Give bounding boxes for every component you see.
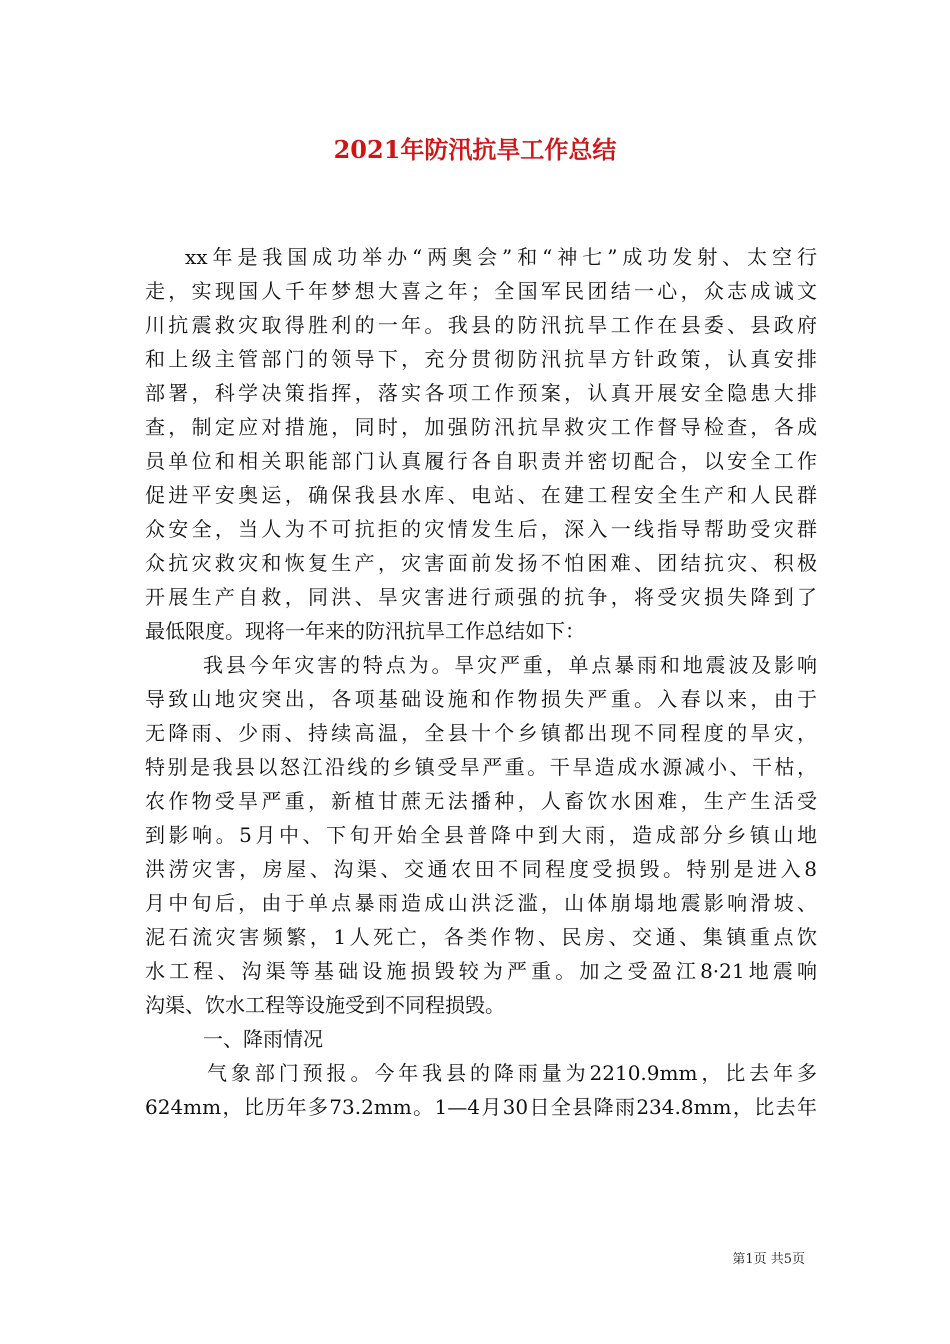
paragraph-line: 沟渠、饮水工程等设施受到不同程损毁。 xyxy=(145,993,505,1017)
paragraph-line: 众安全，当人为不可抗拒的灾情发生后，深入一线指导帮助受灾群 xyxy=(145,517,817,541)
paragraph-line: 特别是我县以怒江沿线的乡镇受旱严重。干旱造成水源减小、干枯， xyxy=(145,755,817,779)
paragraph-line: 泥石流灾害频繁，1人死亡，各类作物、民房、交通、集镇重点饮 xyxy=(145,925,817,949)
paragraph-line: 到影响。5月中、下旬开始全县普降中到大雨，造成部分乡镇山地 xyxy=(145,823,817,847)
paragraph-line: 众抗灾救灾和恢复生产，灾害面前发扬不怕困难、团结抗灾、积极 xyxy=(145,551,817,575)
paragraph-line: 和上级主管部门的领导下，充分贯彻防汛抗旱方针政策，认真安排 xyxy=(145,347,817,371)
paragraph-line: 无降雨、少雨、持续高温，全县十个乡镇都出现不同程度的旱灾， xyxy=(145,721,817,745)
paragraph-line: 月中旬后，由于单点暴雨造成山洪泛滥，山体崩塌地震影响滑坡、 xyxy=(145,891,817,915)
paragraph-line: 624mm，比历年多73.2mm。1—4月30日全县降雨234.8mm，比去年 xyxy=(145,1095,817,1119)
paragraph-line: 川抗震救灾取得胜利的一年。我县的防汛抗旱工作在县委、县政府 xyxy=(145,313,817,337)
document-body xyxy=(145,240,817,1124)
paragraph-line: 最低限度。现将一年来的防汛抗旱工作总结如下： xyxy=(145,619,585,643)
paragraph-line: 我县今年灾害的特点为。旱灾严重，单点暴雨和地震波及影响 xyxy=(203,653,817,677)
paragraph-line: 气象部门预报。今年我县的降雨量为2210.9mm，比去年多 xyxy=(207,1061,817,1085)
paragraph-line: 开展生产自救，同洪、旱灾害进行顽强的抗争，将受灾损失降到了 xyxy=(145,585,817,609)
page-title: 2021年防汛抗旱工作总结 xyxy=(333,135,617,164)
paragraph-line: xx年是我国成功举办“两奥会”和“神七”成功发射、太空行 xyxy=(185,245,817,269)
paragraph-line: 导致山地灾突出，各项基础设施和作物损失严重。入春以来，由于 xyxy=(145,687,817,711)
paragraph-line: 促进平安奥运，确保我县水库、电站、在建工程安全生产和人民群 xyxy=(145,483,817,507)
section-heading: 一、降雨情况 xyxy=(203,1027,323,1051)
paragraph-line: 水工程、沟渠等基础设施损毁较为严重。加之受盈江8·21地震响 xyxy=(145,959,817,983)
paragraph-line: 员单位和相关职能部门认真履行各自职责并密切配合，以安全工作 xyxy=(145,449,817,473)
paragraph-line: 部署，科学决策指挥，落实各项工作预案，认真开展安全隐患大排 xyxy=(145,381,817,405)
paragraph-line: 查，制定应对措施，同时，加强防汛抗旱救灾工作督导检查，各成 xyxy=(145,415,817,439)
paragraph-line: 农作物受旱严重，新植甘蔗无法播种，人畜饮水困难，生产生活受 xyxy=(145,789,817,813)
page-footer: 第1页 共5页 xyxy=(732,1252,805,1267)
paragraph-line: 洪涝灾害，房屋、沟渠、交通农田不同程度受损毁。特别是进入8 xyxy=(145,857,817,881)
paragraph-line: 走，实现国人千年梦想大喜之年；全国军民团结一心，众志成诚文 xyxy=(145,279,817,303)
